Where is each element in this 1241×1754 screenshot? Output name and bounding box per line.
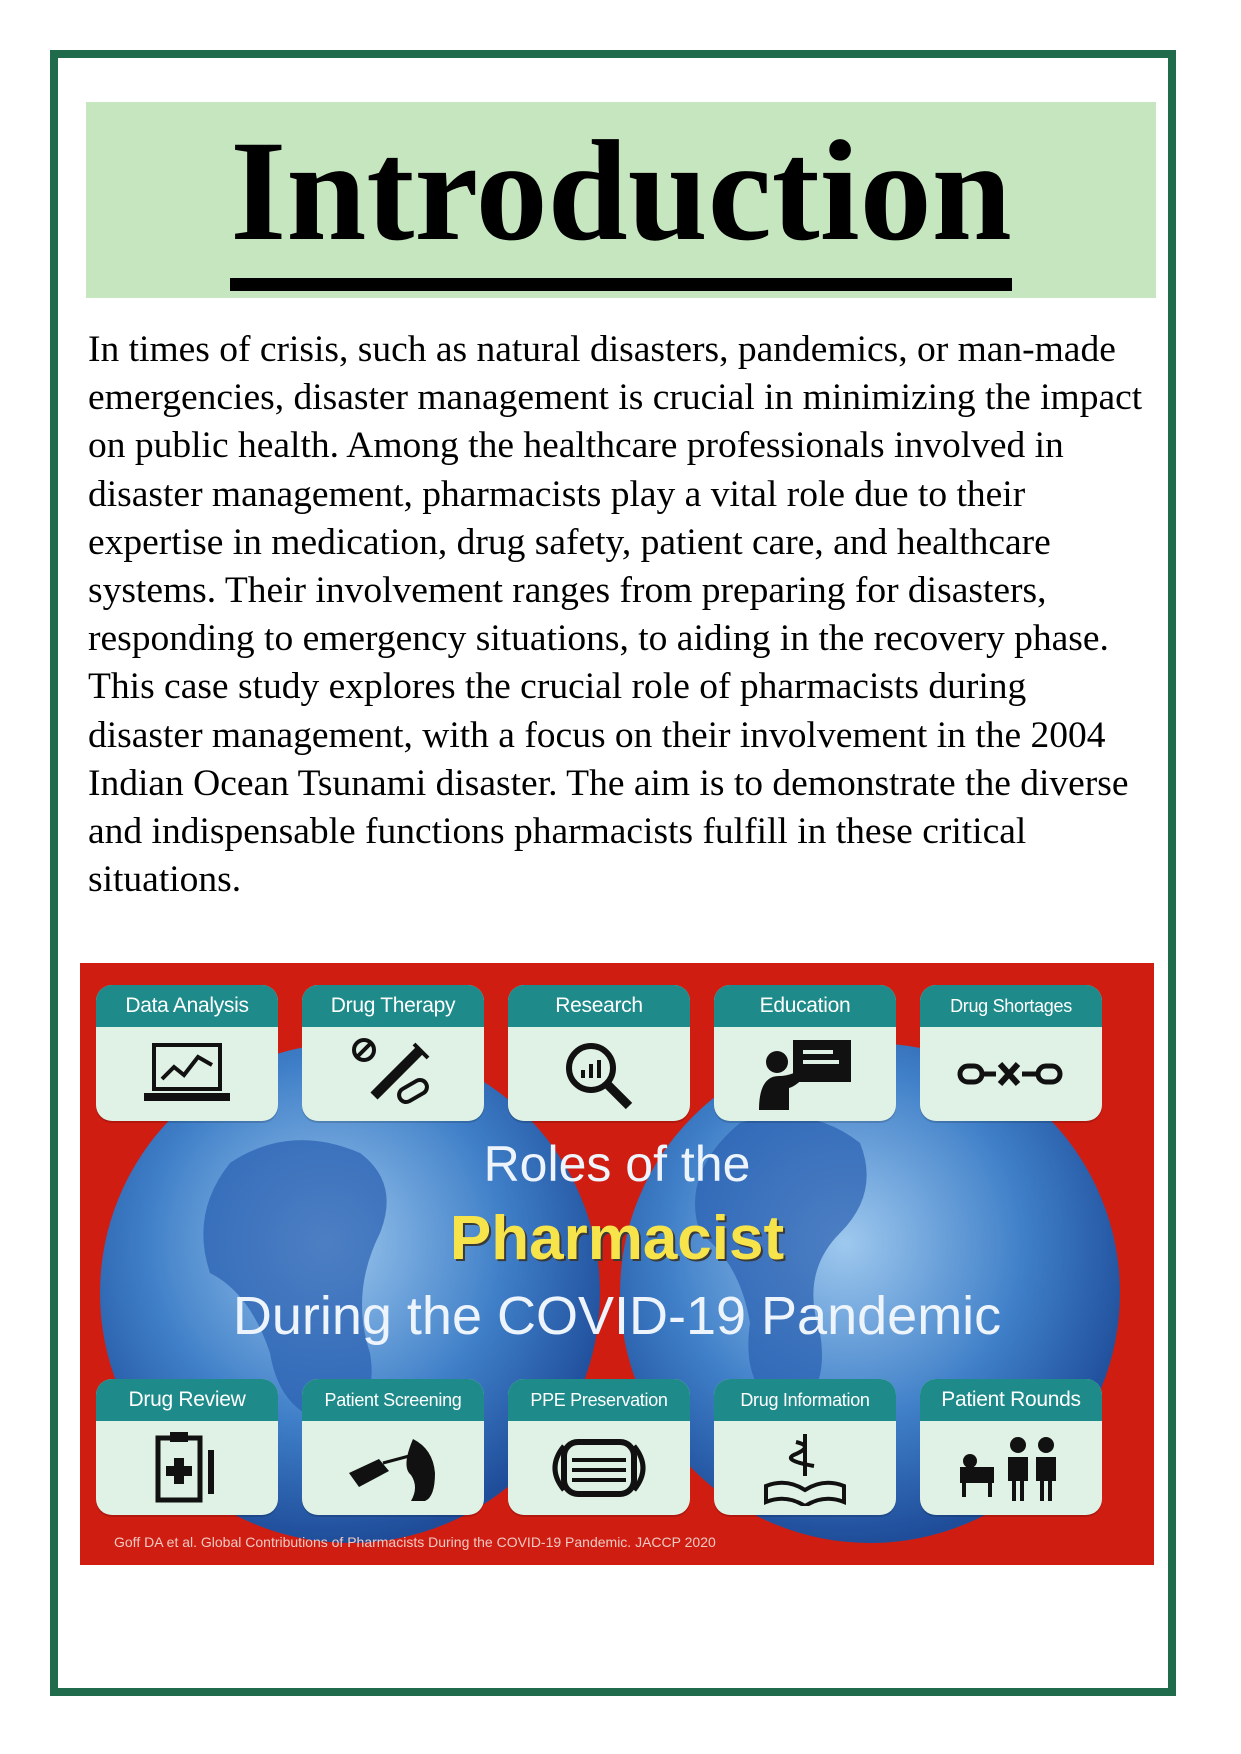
laptop-chart-icon [142, 1039, 232, 1109]
intro-paragraph: In times of crisis, such as natural disasters, pandemics, or man-made emergencies, disaster management is crucial in minimizing the impact on public health. Among the healthcare professionals involved in disaster management, pharmacists play a vital role due to their expertise in medication, drug safety, patient care, and healthcare systems. Their involvement ranges from preparing for disasters, responding to emergency situations, to aiding in the recovery phase. This case study explores the crucial role of pharmacists during disaster management, with a focus on their involvement in the 2004 Indian Ocean Tsunami disaster. The aim is to demonstrate the diverse and indispensable functions pharmacists fulfill in these critical situations. [88, 329, 1143, 901]
tile-data-analysis: Data Analysis [96, 985, 278, 1121]
tile-ppe-preservation: PPE Preservation [508, 1379, 690, 1515]
syringe-pill-icon [348, 1036, 438, 1112]
figure-title-during: During the COVID-19 Pandemic [232, 1286, 1002, 1346]
swab-test-icon [343, 1433, 443, 1503]
clipboard-icon [152, 1430, 222, 1506]
magnifier-chart-icon [559, 1036, 639, 1112]
figure-title-pharmacist: Pharmacist [449, 1204, 785, 1273]
tile-patient-screening: Patient Screening [302, 1379, 484, 1515]
page-title: Introduction [230, 120, 1012, 291]
teacher-board-icon [755, 1036, 855, 1112]
face-mask-icon [544, 1432, 654, 1504]
broken-chain-icon [956, 1054, 1066, 1094]
book-caduceus-icon [760, 1430, 850, 1506]
tile-drug-shortages: Drug Shortages [920, 985, 1102, 1121]
tile-patient-rounds: Patient Rounds [920, 1379, 1102, 1515]
tile-education: Education [714, 985, 896, 1121]
title-band [86, 102, 1156, 298]
figure-title-roles: Roles of the [483, 1136, 751, 1192]
pharmacist-roles-figure [80, 963, 1154, 1565]
tile-research: Research [508, 985, 690, 1121]
tile-drug-information: Drug Information [714, 1379, 896, 1515]
figure-citation: Goff DA et al. Global Contributions of Pharmacists During the COVID-19 Pandemic. JACCP 2020 [114, 1534, 716, 1550]
tile-drug-review: Drug Review [96, 1379, 278, 1515]
tile-drug-therapy: Drug Therapy [302, 985, 484, 1121]
hospital-staff-icon [956, 1433, 1066, 1503]
